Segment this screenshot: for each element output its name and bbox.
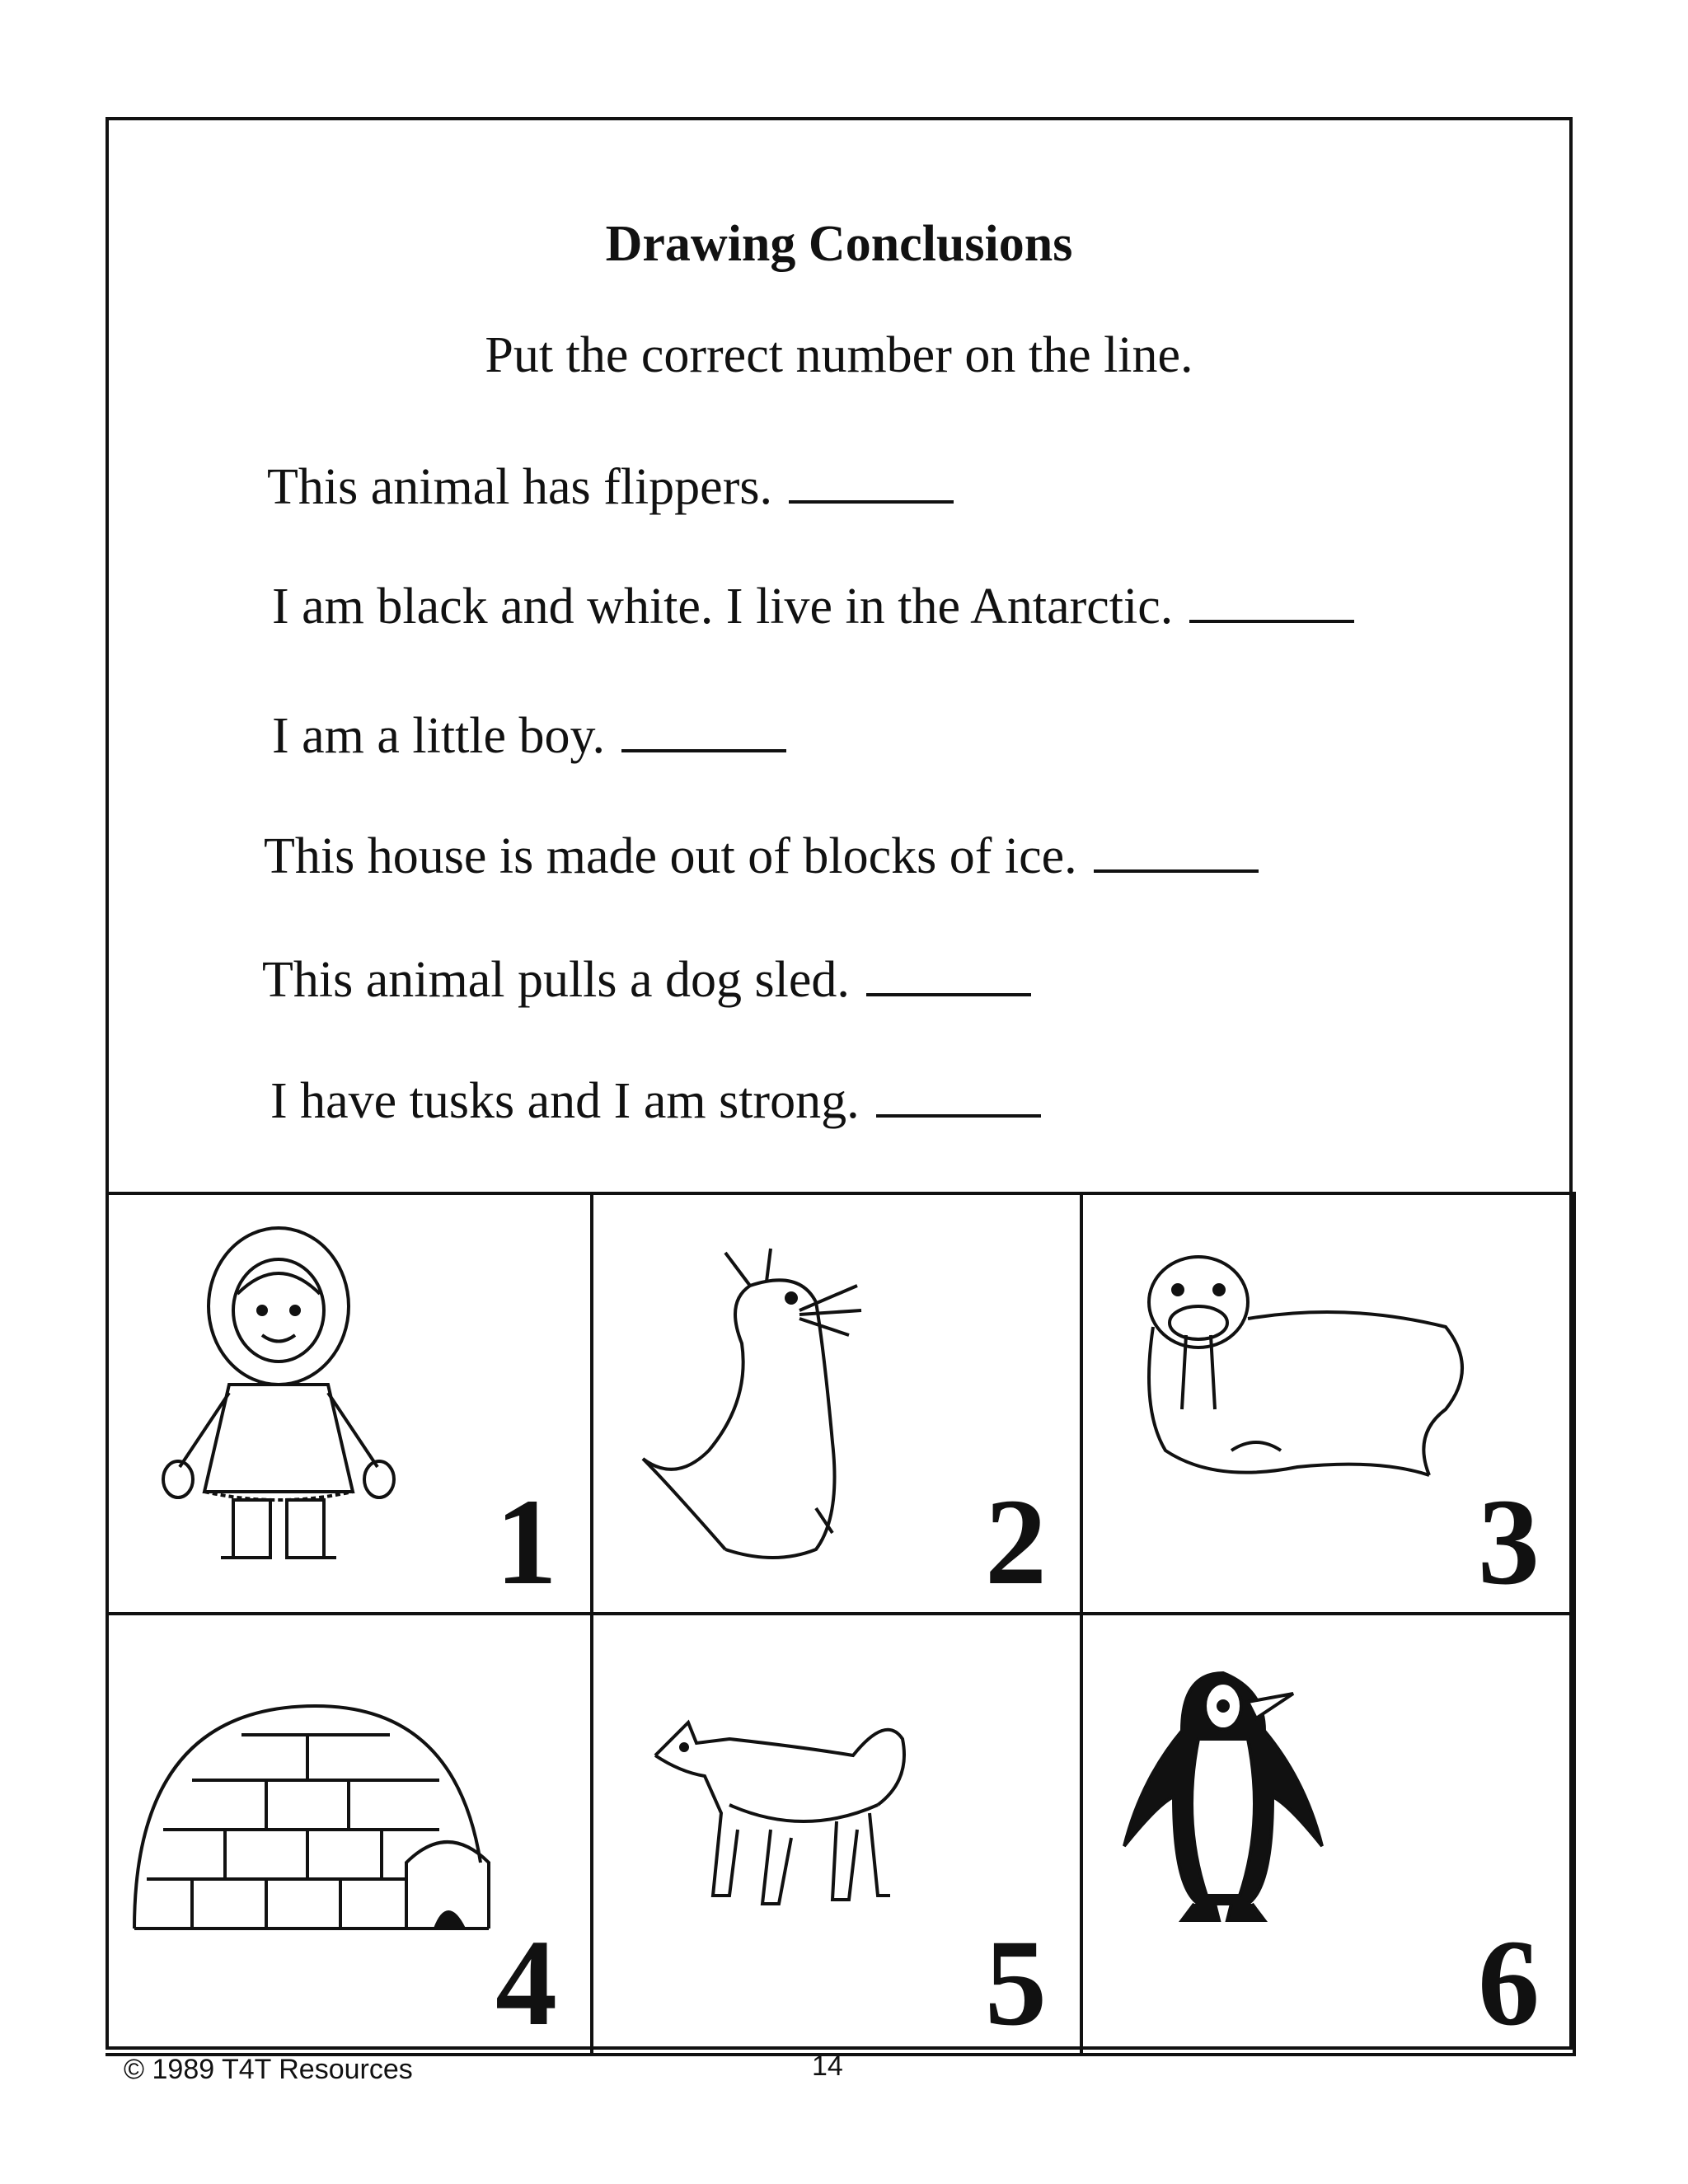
picture-grid — [106, 1192, 1576, 2053]
picture-number: 5 — [985, 1915, 1047, 2051]
question-row — [272, 707, 786, 766]
question-text: This animal pulls a dog sled. — [262, 952, 850, 1008]
answer-blank[interactable] — [789, 467, 954, 504]
answer-blank[interactable] — [621, 716, 786, 752]
instructions: Put the correct number on the line. — [485, 327, 1193, 383]
question-text: This house is made out of blocks of ice. — [264, 828, 1077, 884]
question-text: This animal has flippers. — [267, 459, 772, 515]
question-text: I am a little boy. — [272, 708, 606, 764]
page-number: 14 — [812, 2050, 843, 2082]
picture-cell-1 — [106, 1195, 593, 1615]
boy-in-parka-icon — [155, 1220, 402, 1582]
picture-cell-6 — [1083, 1615, 1576, 2056]
igloo-icon — [126, 1698, 505, 1945]
picture-cell-2 — [593, 1195, 1083, 1615]
picture-number: 1 — [495, 1474, 557, 1610]
picture-cell-4 — [106, 1615, 593, 2056]
picture-number: 6 — [1478, 1915, 1540, 2051]
copyright: © 1989 T4T Resources — [124, 2054, 413, 2085]
answer-blank[interactable] — [876, 1081, 1041, 1118]
walrus-icon — [1132, 1244, 1479, 1508]
question-row — [267, 458, 954, 517]
picture-cell-5 — [593, 1615, 1083, 2056]
question-text: I am black and white. I live in the Antarctic. — [272, 579, 1174, 635]
seal-icon — [626, 1236, 890, 1582]
question-text: I have tusks and I am strong. — [270, 1073, 860, 1129]
answer-blank[interactable] — [866, 960, 1031, 996]
picture-number: 2 — [985, 1474, 1047, 1610]
picture-number: 3 — [1478, 1474, 1540, 1610]
picture-cell-3 — [1083, 1195, 1576, 1615]
worksheet-frame — [106, 117, 1573, 2050]
question-row — [262, 951, 1031, 1010]
sled-dog-icon — [639, 1706, 919, 1920]
question-row — [270, 1072, 1041, 1131]
page-title: Drawing Conclusions — [605, 216, 1073, 272]
question-row — [264, 827, 1259, 886]
answer-blank[interactable] — [1189, 587, 1354, 623]
picture-number: 4 — [495, 1915, 557, 2051]
answer-blank[interactable] — [1094, 837, 1259, 873]
question-row — [272, 578, 1354, 636]
penguin-icon — [1116, 1657, 1330, 1953]
